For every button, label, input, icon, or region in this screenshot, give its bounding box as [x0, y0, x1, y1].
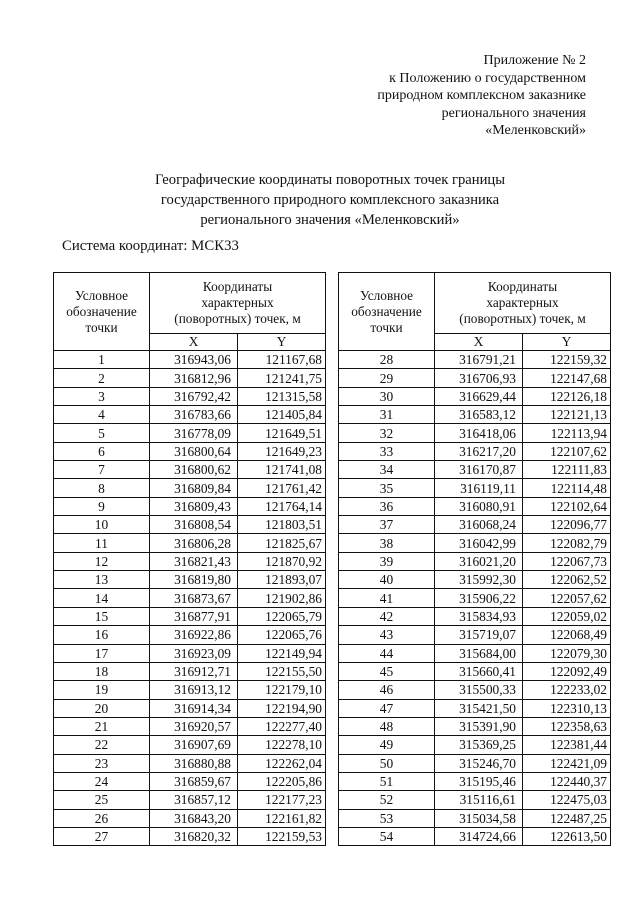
y-coordinate: 122179,10: [238, 681, 326, 699]
x-coordinate: 316068,24: [435, 516, 523, 534]
point-number: 39: [339, 552, 435, 570]
header-line: Координаты: [487, 279, 558, 294]
y-coordinate: 122277,40: [238, 717, 326, 735]
appendix-line: Приложение № 2: [483, 53, 586, 68]
y-coordinate: 122159,53: [238, 827, 326, 845]
table-row: [54, 662, 326, 680]
x-coordinate: 316806,28: [150, 534, 238, 552]
table-row: [54, 772, 326, 790]
x-coordinate: 316873,67: [150, 589, 238, 607]
table-row: [339, 442, 611, 460]
table-row: [339, 772, 611, 790]
point-number: 40: [339, 571, 435, 589]
point-number: 43: [339, 626, 435, 644]
table-row: [54, 479, 326, 497]
point-number: 19: [54, 681, 150, 699]
x-coordinate: 316706,93: [435, 369, 523, 387]
x-coordinate: 316943,06: [150, 351, 238, 369]
y-coordinate: 122092,49: [523, 662, 611, 680]
point-number: 48: [339, 717, 435, 735]
point-number: 2: [54, 369, 150, 387]
x-coordinate: 315195,46: [435, 772, 523, 790]
point-number: 42: [339, 607, 435, 625]
x-coordinate: 315906,22: [435, 589, 523, 607]
header-line: характерных: [486, 295, 559, 310]
point-number: 32: [339, 424, 435, 442]
point-number: 33: [339, 442, 435, 460]
table-row: [54, 791, 326, 809]
table-row: [54, 552, 326, 570]
point-number: 28: [339, 351, 435, 369]
table-row: [339, 479, 611, 497]
table-row: [339, 626, 611, 644]
y-coordinate: 122161,82: [238, 809, 326, 827]
table-row: [339, 406, 611, 424]
x-coordinate: 316920,57: [150, 717, 238, 735]
header-line: (поворотных) точек, м: [174, 311, 301, 326]
header-line: Условное: [74, 287, 129, 303]
y-coordinate: 122177,23: [238, 791, 326, 809]
point-number: 45: [339, 662, 435, 680]
point-number: 12: [54, 552, 150, 570]
y-coordinate: 122194,90: [238, 699, 326, 717]
y-coordinate: 121825,67: [238, 534, 326, 552]
appendix-line: природном комплексном заказнике: [377, 88, 586, 104]
x-coordinate: 316877,91: [150, 607, 238, 625]
table-row: [339, 552, 611, 570]
y-coordinate: 122121,13: [523, 406, 611, 424]
table-row: [339, 827, 611, 845]
y-coordinate: 122111,83: [523, 461, 611, 479]
y-coordinate: 122310,13: [523, 699, 611, 717]
table-row: [339, 497, 611, 515]
point-number: 44: [339, 644, 435, 662]
x-coordinate: 316170,87: [435, 461, 523, 479]
header-line: (поворотных) точек, м: [459, 311, 586, 326]
point-number: 30: [339, 387, 435, 405]
y-coordinate: 122113,94: [523, 424, 611, 442]
x-coordinate: 316119,11: [435, 479, 523, 497]
x-coordinate: 316907,69: [150, 736, 238, 754]
table-row: [339, 461, 611, 479]
x-coordinate: 316819,80: [150, 571, 238, 589]
x-coordinate: 315719,07: [435, 626, 523, 644]
point-number: 35: [339, 479, 435, 497]
point-number: 38: [339, 534, 435, 552]
title-line: Географические координаты поворотных точек границы: [154, 172, 506, 188]
table-row: [339, 369, 611, 387]
x-coordinate: 316800,62: [150, 461, 238, 479]
table-row: [54, 681, 326, 699]
x-coordinate: 315660,41: [435, 662, 523, 680]
y-coordinate: 121893,07: [238, 571, 326, 589]
table-row: [54, 461, 326, 479]
table-row: [54, 571, 326, 589]
table-row: [54, 607, 326, 625]
y-coordinate: 122358,63: [523, 717, 611, 735]
x-coordinate: 316778,09: [150, 424, 238, 442]
y-coordinate: 122059,02: [523, 607, 611, 625]
y-coordinate: 121803,51: [238, 516, 326, 534]
x-coordinate: 316859,67: [150, 772, 238, 790]
y-coordinate: 122065,76: [238, 626, 326, 644]
coordinate-system-label: Система координат: МСК33: [62, 238, 239, 254]
table-row: [54, 736, 326, 754]
y-coordinate: 122082,79: [523, 534, 611, 552]
x-coordinate: 316821,43: [150, 552, 238, 570]
x-coordinate: 316080,91: [435, 497, 523, 515]
y-coordinate: 122096,77: [523, 516, 611, 534]
header-line: Координаты: [202, 279, 273, 294]
x-coordinate: 316912,71: [150, 662, 238, 680]
x-coordinate: 315391,90: [435, 717, 523, 735]
point-number: 37: [339, 516, 435, 534]
coords-header: [150, 273, 326, 334]
point-number: 53: [339, 809, 435, 827]
y-coordinate: 122065,79: [238, 607, 326, 625]
y-header: Y: [523, 334, 611, 351]
point-label-header: [339, 273, 435, 351]
y-coordinate: 122159,32: [523, 351, 611, 369]
table-row: [339, 681, 611, 699]
x-header: X: [150, 334, 238, 351]
table-row: [339, 387, 611, 405]
x-coordinate: 316843,20: [150, 809, 238, 827]
y-coordinate: 122205,86: [238, 772, 326, 790]
x-coordinate: 315116,61: [435, 791, 523, 809]
y-coordinate: 122068,49: [523, 626, 611, 644]
coordinates-table-right: [338, 272, 611, 846]
point-number: 9: [54, 497, 150, 515]
point-number: 23: [54, 754, 150, 772]
point-number: 47: [339, 699, 435, 717]
table-row: [339, 809, 611, 827]
point-number: 3: [54, 387, 150, 405]
point-number: 27: [54, 827, 150, 845]
x-coordinate: 315834,93: [435, 607, 523, 625]
table-row: [339, 589, 611, 607]
table-row: [54, 424, 326, 442]
point-number: 11: [54, 534, 150, 552]
y-coordinate: 121764,14: [238, 497, 326, 515]
table-row: [54, 589, 326, 607]
x-coordinate: 315369,25: [435, 736, 523, 754]
y-coordinate: 122149,94: [238, 644, 326, 662]
table-row: [339, 424, 611, 442]
y-coordinate: 122262,04: [238, 754, 326, 772]
y-coordinate: 122114,48: [523, 479, 611, 497]
point-number: 4: [54, 406, 150, 424]
title-line: регионального значения «Меленковский»: [200, 212, 460, 228]
y-coordinate: 122381,44: [523, 736, 611, 754]
y-coordinate: 121761,42: [238, 479, 326, 497]
y-coordinate: 122440,37: [523, 772, 611, 790]
y-coordinate: 122421,09: [523, 754, 611, 772]
x-coordinate: 315684,00: [435, 644, 523, 662]
point-number: 7: [54, 461, 150, 479]
table-row: [54, 717, 326, 735]
x-coordinate: 316583,12: [435, 406, 523, 424]
y-coordinate: 121405,84: [238, 406, 326, 424]
table-row: [339, 351, 611, 369]
table-row: [54, 644, 326, 662]
y-coordinate: 122102,64: [523, 497, 611, 515]
x-coordinate: 316812,96: [150, 369, 238, 387]
x-coordinate: 316923,09: [150, 644, 238, 662]
appendix-header: [286, 52, 586, 140]
y-coordinate: 121649,51: [238, 424, 326, 442]
y-coordinate: 121649,23: [238, 442, 326, 460]
table-row: [54, 497, 326, 515]
point-number: 18: [54, 662, 150, 680]
table-row: [339, 736, 611, 754]
y-coordinate: 122079,30: [523, 644, 611, 662]
table-row: [54, 387, 326, 405]
table-row: [54, 626, 326, 644]
x-coordinate: 316808,54: [150, 516, 238, 534]
document-title: [0, 170, 640, 230]
point-number: 8: [54, 479, 150, 497]
point-number: 51: [339, 772, 435, 790]
point-number: 22: [54, 736, 150, 754]
x-coordinate: 315421,50: [435, 699, 523, 717]
title-line: государственного природного комплексного заказника: [160, 192, 500, 208]
y-coordinate: 122278,10: [238, 736, 326, 754]
table-row: [339, 754, 611, 772]
appendix-line: регионального значения: [441, 105, 586, 121]
y-coordinate: 121167,68: [238, 351, 326, 369]
x-coordinate: 316629,44: [435, 387, 523, 405]
y-coordinate: 122487,25: [523, 809, 611, 827]
y-coordinate: 122057,62: [523, 589, 611, 607]
coords-header: [435, 273, 611, 334]
y-coordinate: 122067,73: [523, 552, 611, 570]
x-coordinate: 314724,66: [435, 827, 523, 845]
x-coordinate: 316791,21: [435, 351, 523, 369]
point-number: 29: [339, 369, 435, 387]
point-number: 41: [339, 589, 435, 607]
x-coordinate: 316217,20: [435, 442, 523, 460]
header-line: Условное: [359, 287, 414, 303]
point-number: 14: [54, 589, 150, 607]
x-coordinate: 315992,30: [435, 571, 523, 589]
header-line: точки: [85, 319, 118, 335]
x-coordinate: 316820,32: [150, 827, 238, 845]
x-coordinate: 316042,99: [435, 534, 523, 552]
point-number: 16: [54, 626, 150, 644]
y-coordinate: 122613,50: [523, 827, 611, 845]
x-coordinate: 316809,43: [150, 497, 238, 515]
header-line: обозначение: [66, 303, 137, 319]
point-number: 36: [339, 497, 435, 515]
header-line: обозначение: [351, 303, 422, 319]
x-coordinate: 316783,66: [150, 406, 238, 424]
appendix-line: к Положению о государственном: [389, 70, 586, 86]
table-row: [54, 442, 326, 460]
table-row: [54, 534, 326, 552]
y-header: Y: [238, 334, 326, 351]
x-coordinate: 316021,20: [435, 552, 523, 570]
y-coordinate: 122155,50: [238, 662, 326, 680]
y-coordinate: 122062,52: [523, 571, 611, 589]
point-number: 15: [54, 607, 150, 625]
point-number: 17: [54, 644, 150, 662]
point-number: 24: [54, 772, 150, 790]
point-label-header: [54, 273, 150, 351]
y-coordinate: 122126,18: [523, 387, 611, 405]
appendix-line: «Меленковский»: [485, 123, 586, 139]
coordinates-table-left: [53, 272, 326, 846]
table-row: [339, 644, 611, 662]
point-number: 20: [54, 699, 150, 717]
table-row: [54, 699, 326, 717]
x-coordinate: 316800,64: [150, 442, 238, 460]
x-coordinate: 316880,88: [150, 754, 238, 772]
y-coordinate: 122147,68: [523, 369, 611, 387]
x-coordinate: 316914,34: [150, 699, 238, 717]
point-number: 1: [54, 351, 150, 369]
point-number: 13: [54, 571, 150, 589]
y-coordinate: 122475,03: [523, 791, 611, 809]
y-coordinate: 121741,08: [238, 461, 326, 479]
point-number: 31: [339, 406, 435, 424]
x-coordinate: 316857,12: [150, 791, 238, 809]
point-number: 50: [339, 754, 435, 772]
table-row: [54, 516, 326, 534]
x-coordinate: 316809,84: [150, 479, 238, 497]
x-coordinate: 316922,86: [150, 626, 238, 644]
x-coordinate: 315034,58: [435, 809, 523, 827]
y-coordinate: 121870,92: [238, 552, 326, 570]
point-number: 49: [339, 736, 435, 754]
point-number: 34: [339, 461, 435, 479]
y-coordinate: 121902,86: [238, 589, 326, 607]
point-number: 5: [54, 424, 150, 442]
point-number: 10: [54, 516, 150, 534]
header-line: характерных: [201, 295, 274, 310]
x-coordinate: 315246,70: [435, 754, 523, 772]
table-row: [339, 571, 611, 589]
table-row: [339, 607, 611, 625]
table-row: [339, 699, 611, 717]
x-coordinate: 316913,12: [150, 681, 238, 699]
point-number: 46: [339, 681, 435, 699]
x-coordinate: 316418,06: [435, 424, 523, 442]
x-coordinate: 315500,33: [435, 681, 523, 699]
table-row: [339, 534, 611, 552]
table-row: [54, 827, 326, 845]
point-number: 6: [54, 442, 150, 460]
x-header: X: [435, 334, 523, 351]
point-number: 52: [339, 791, 435, 809]
table-row: [54, 351, 326, 369]
table-row: [54, 369, 326, 387]
y-coordinate: 122107,62: [523, 442, 611, 460]
table-row: [339, 717, 611, 735]
y-coordinate: 121315,58: [238, 387, 326, 405]
table-row: [339, 516, 611, 534]
point-number: 25: [54, 791, 150, 809]
header-line: точки: [370, 319, 403, 335]
point-number: 26: [54, 809, 150, 827]
table-row: [54, 406, 326, 424]
table-row: [339, 791, 611, 809]
x-coordinate: 316792,42: [150, 387, 238, 405]
table-row: [339, 662, 611, 680]
table-row: [54, 754, 326, 772]
table-row: [54, 809, 326, 827]
point-number: 54: [339, 827, 435, 845]
y-coordinate: 122233,02: [523, 681, 611, 699]
y-coordinate: 121241,75: [238, 369, 326, 387]
point-number: 21: [54, 717, 150, 735]
